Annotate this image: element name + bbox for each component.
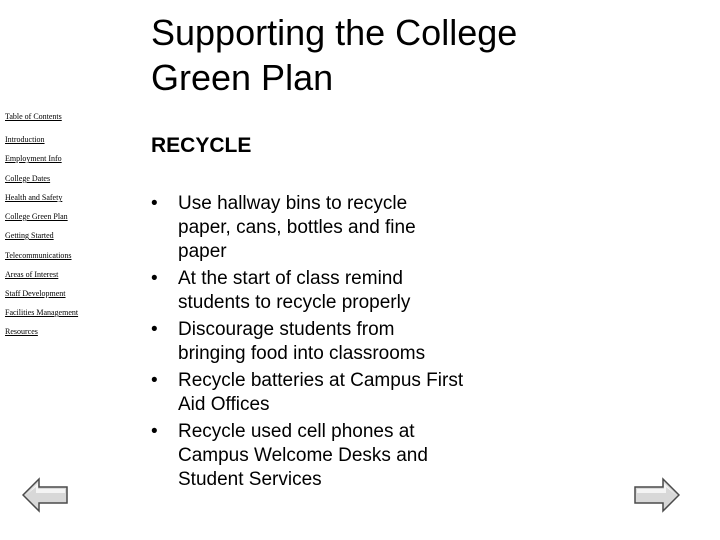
bullet-line: paper, cans, bottles and fine (178, 217, 416, 238)
bullet-item (151, 369, 551, 417)
bullet-icon: • (151, 319, 158, 340)
nav-link-health-and-safety[interactable]: Health and Safety (5, 193, 63, 202)
slide-title-line-2: Green Plan (151, 57, 334, 98)
bullet-item (151, 420, 551, 492)
slide-title (151, 10, 691, 100)
bullet-line: Campus Welcome Desks and (178, 445, 428, 466)
bullet-icon: • (151, 370, 158, 391)
bullet-line: Student Services (178, 469, 322, 490)
section-heading: RECYCLE (151, 134, 252, 157)
nav-link-college-dates[interactable]: College Dates (5, 174, 51, 183)
bullet-line: Use hallway bins to recycle (178, 193, 408, 214)
bullet-item (151, 192, 551, 264)
right-arrow-icon (634, 477, 680, 513)
nav-link-facilities-management[interactable]: Facilities Management (5, 308, 79, 317)
next-slide-button[interactable] (634, 477, 680, 513)
bullet-line: students to recycle properly (178, 292, 411, 313)
nav-link-table-of-contents[interactable]: Table of Contents (5, 112, 62, 121)
nav-link-employment-info[interactable]: Employment Info (5, 154, 62, 163)
slide-title-line-1: Supporting the College (151, 12, 518, 53)
bullet-line: paper (178, 241, 227, 262)
bullet-icon: • (151, 421, 158, 442)
bullet-line: bringing food into classrooms (178, 343, 426, 364)
nav-link-introduction[interactable]: Introduction (5, 135, 45, 144)
bullet-item (151, 267, 551, 315)
nav-link-areas-of-interest[interactable]: Areas of Interest (5, 270, 59, 279)
bullet-line: Recycle batteries at Campus First (178, 370, 464, 391)
nav-link-college-green-plan[interactable]: College Green Plan (5, 212, 68, 221)
nav-link-getting-started[interactable]: Getting Started (5, 231, 54, 240)
left-arrow-icon (22, 477, 68, 513)
bullet-icon: • (151, 193, 158, 214)
bullet-list (151, 192, 551, 495)
bullet-item (151, 318, 551, 366)
bullet-line: Aid Offices (178, 394, 270, 415)
bullet-line: At the start of class remind (178, 268, 403, 289)
nav-link-resources[interactable]: Resources (5, 327, 38, 336)
previous-slide-button[interactable] (22, 477, 68, 513)
bullet-icon: • (151, 268, 158, 289)
bullet-line: Discourage students from (178, 319, 395, 340)
bullet-line: Recycle used cell phones at (178, 421, 415, 442)
nav-link-telecommunications[interactable]: Telecommunications (5, 251, 72, 260)
nav-link-staff-development[interactable]: Staff Development (5, 289, 66, 298)
